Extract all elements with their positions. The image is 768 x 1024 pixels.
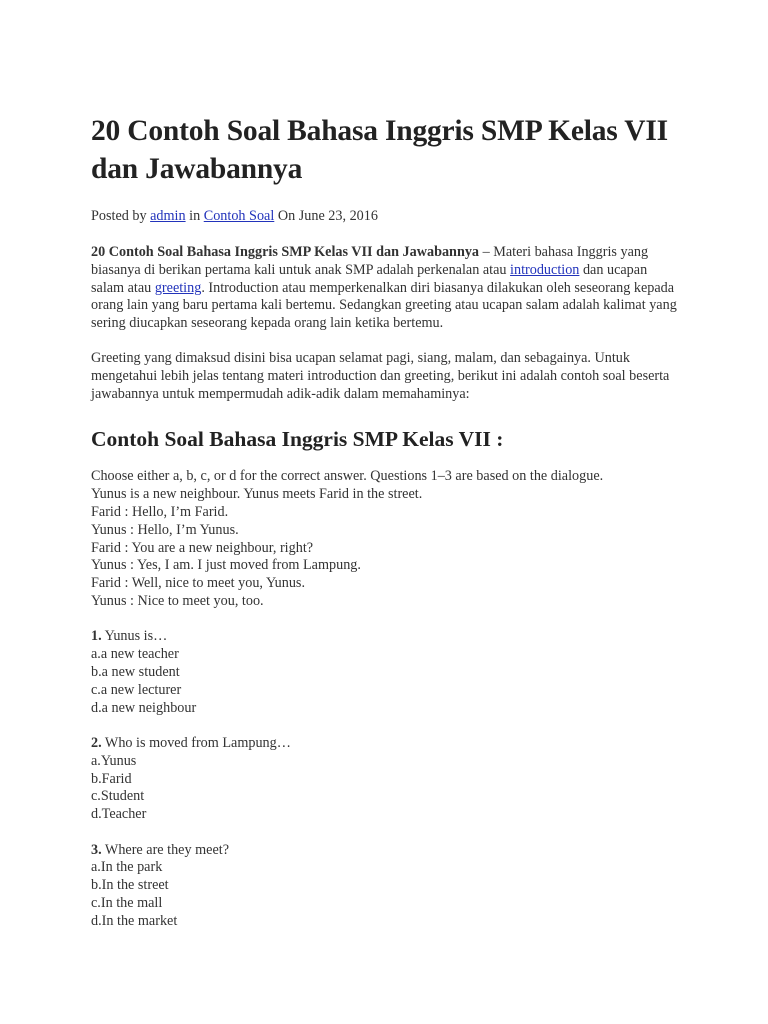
- author-link[interactable]: admin: [150, 208, 186, 224]
- dialogue-line: Yunus : Hello, I’m Yunus.: [91, 521, 239, 538]
- question-3: [91, 842, 683, 931]
- dialogue-line: Yunus : Nice to meet you, too.: [91, 592, 264, 609]
- question-prompt: Who is moved from Lampung…: [101, 734, 291, 751]
- intro-bold-title: 20 Contoh Soal Bahasa Inggris SMP Kelas VII dan Jawabannya: [91, 244, 480, 260]
- answer-option: b.Farid: [91, 770, 132, 787]
- answer-option: d.a new neighbour: [91, 699, 197, 716]
- answer-option: c.Student: [91, 788, 145, 805]
- answer-option: d.Teacher: [91, 806, 147, 823]
- answer-option: a.Yunus: [91, 752, 137, 769]
- greeting-paragraph: Greeting yang dimaksud disini bisa ucapan selamat pagi, siang, malam, dan sebagainya. Untuk mengetahui lebih jelas tentang materi introduction dan greeting, berikut ini adalah contoh soal beserta jawabannya untuk mempermudah adik-adik dalam memahaminya:: [91, 349, 670, 402]
- answer-option: b.In the street: [91, 877, 169, 894]
- question-number: 3.: [91, 841, 102, 858]
- dialogue-line: Yunus : Yes, I am. I just moved from Lampung.: [91, 557, 361, 574]
- dialogue-line: Farid : Hello, I’m Farid.: [91, 503, 229, 520]
- intro-text-3: . Introduction atau memperkenalkan diri biasanya dilakukan oleh seseorang kepada orang lain yang baru pertama kali bertemu. Sedangkan greeting atau ucapan salam adalah kalimat yang sering diucapkan seseorang kepada orang lain ketika bertemu.: [91, 279, 677, 332]
- intro-text-2: dan ucapan salam atau: [91, 261, 648, 296]
- question-number: 2.: [91, 734, 102, 751]
- in-label: in: [189, 208, 201, 224]
- post-date: On June 23, 2016: [277, 208, 378, 224]
- intro-paragraph: [91, 244, 683, 333]
- answer-option: a.In the park: [91, 859, 163, 876]
- question-2: [91, 735, 683, 824]
- dialogue-line: Yunus is a new neighbour. Yunus meets Farid in the street.: [91, 486, 423, 503]
- dialogue-line: Farid : Well, nice to meet you, Yunus.: [91, 575, 306, 592]
- answer-option: d.In the market: [91, 912, 178, 929]
- answer-option: c.a new lecturer: [91, 681, 182, 698]
- question-text: [91, 842, 683, 860]
- question-1: [91, 628, 683, 717]
- greeting-link[interactable]: greeting: [154, 279, 202, 296]
- article: [91, 112, 683, 930]
- instructions-line: Choose either a, b, c, or d for the correct answer. Questions 1–3 are based on the dialogue.: [91, 468, 604, 485]
- question-text: [91, 628, 683, 646]
- answer-option: c.In the mall: [91, 894, 163, 911]
- question-prompt: Yunus is…: [101, 628, 168, 645]
- posted-by-label: Posted by: [91, 208, 147, 224]
- question-number: 1.: [91, 628, 102, 645]
- dialogue-line: Farid : You are a new neighbour, right?: [91, 539, 314, 556]
- question-prompt: Where are they meet?: [101, 841, 229, 858]
- post-meta: [91, 207, 683, 225]
- article-title: 20 Contoh Soal Bahasa Inggris SMP Kelas VII dan Jawabannya: [91, 115, 668, 185]
- section-heading: Contoh Soal Bahasa Inggris SMP Kelas VII :: [91, 427, 504, 452]
- answer-option: b.a new student: [91, 663, 180, 680]
- introduction-link[interactable]: introduction: [510, 261, 580, 278]
- dialogue-block: [91, 468, 683, 610]
- question-text: [91, 735, 683, 753]
- intro-text-1: – Materi bahasa Inggris yang biasanya di berikan pertama kali untuk anak SMP adalah perkenalan atau: [91, 244, 649, 278]
- category-link[interactable]: Contoh Soal: [203, 208, 275, 224]
- answer-option: a.a new teacher: [91, 646, 179, 663]
